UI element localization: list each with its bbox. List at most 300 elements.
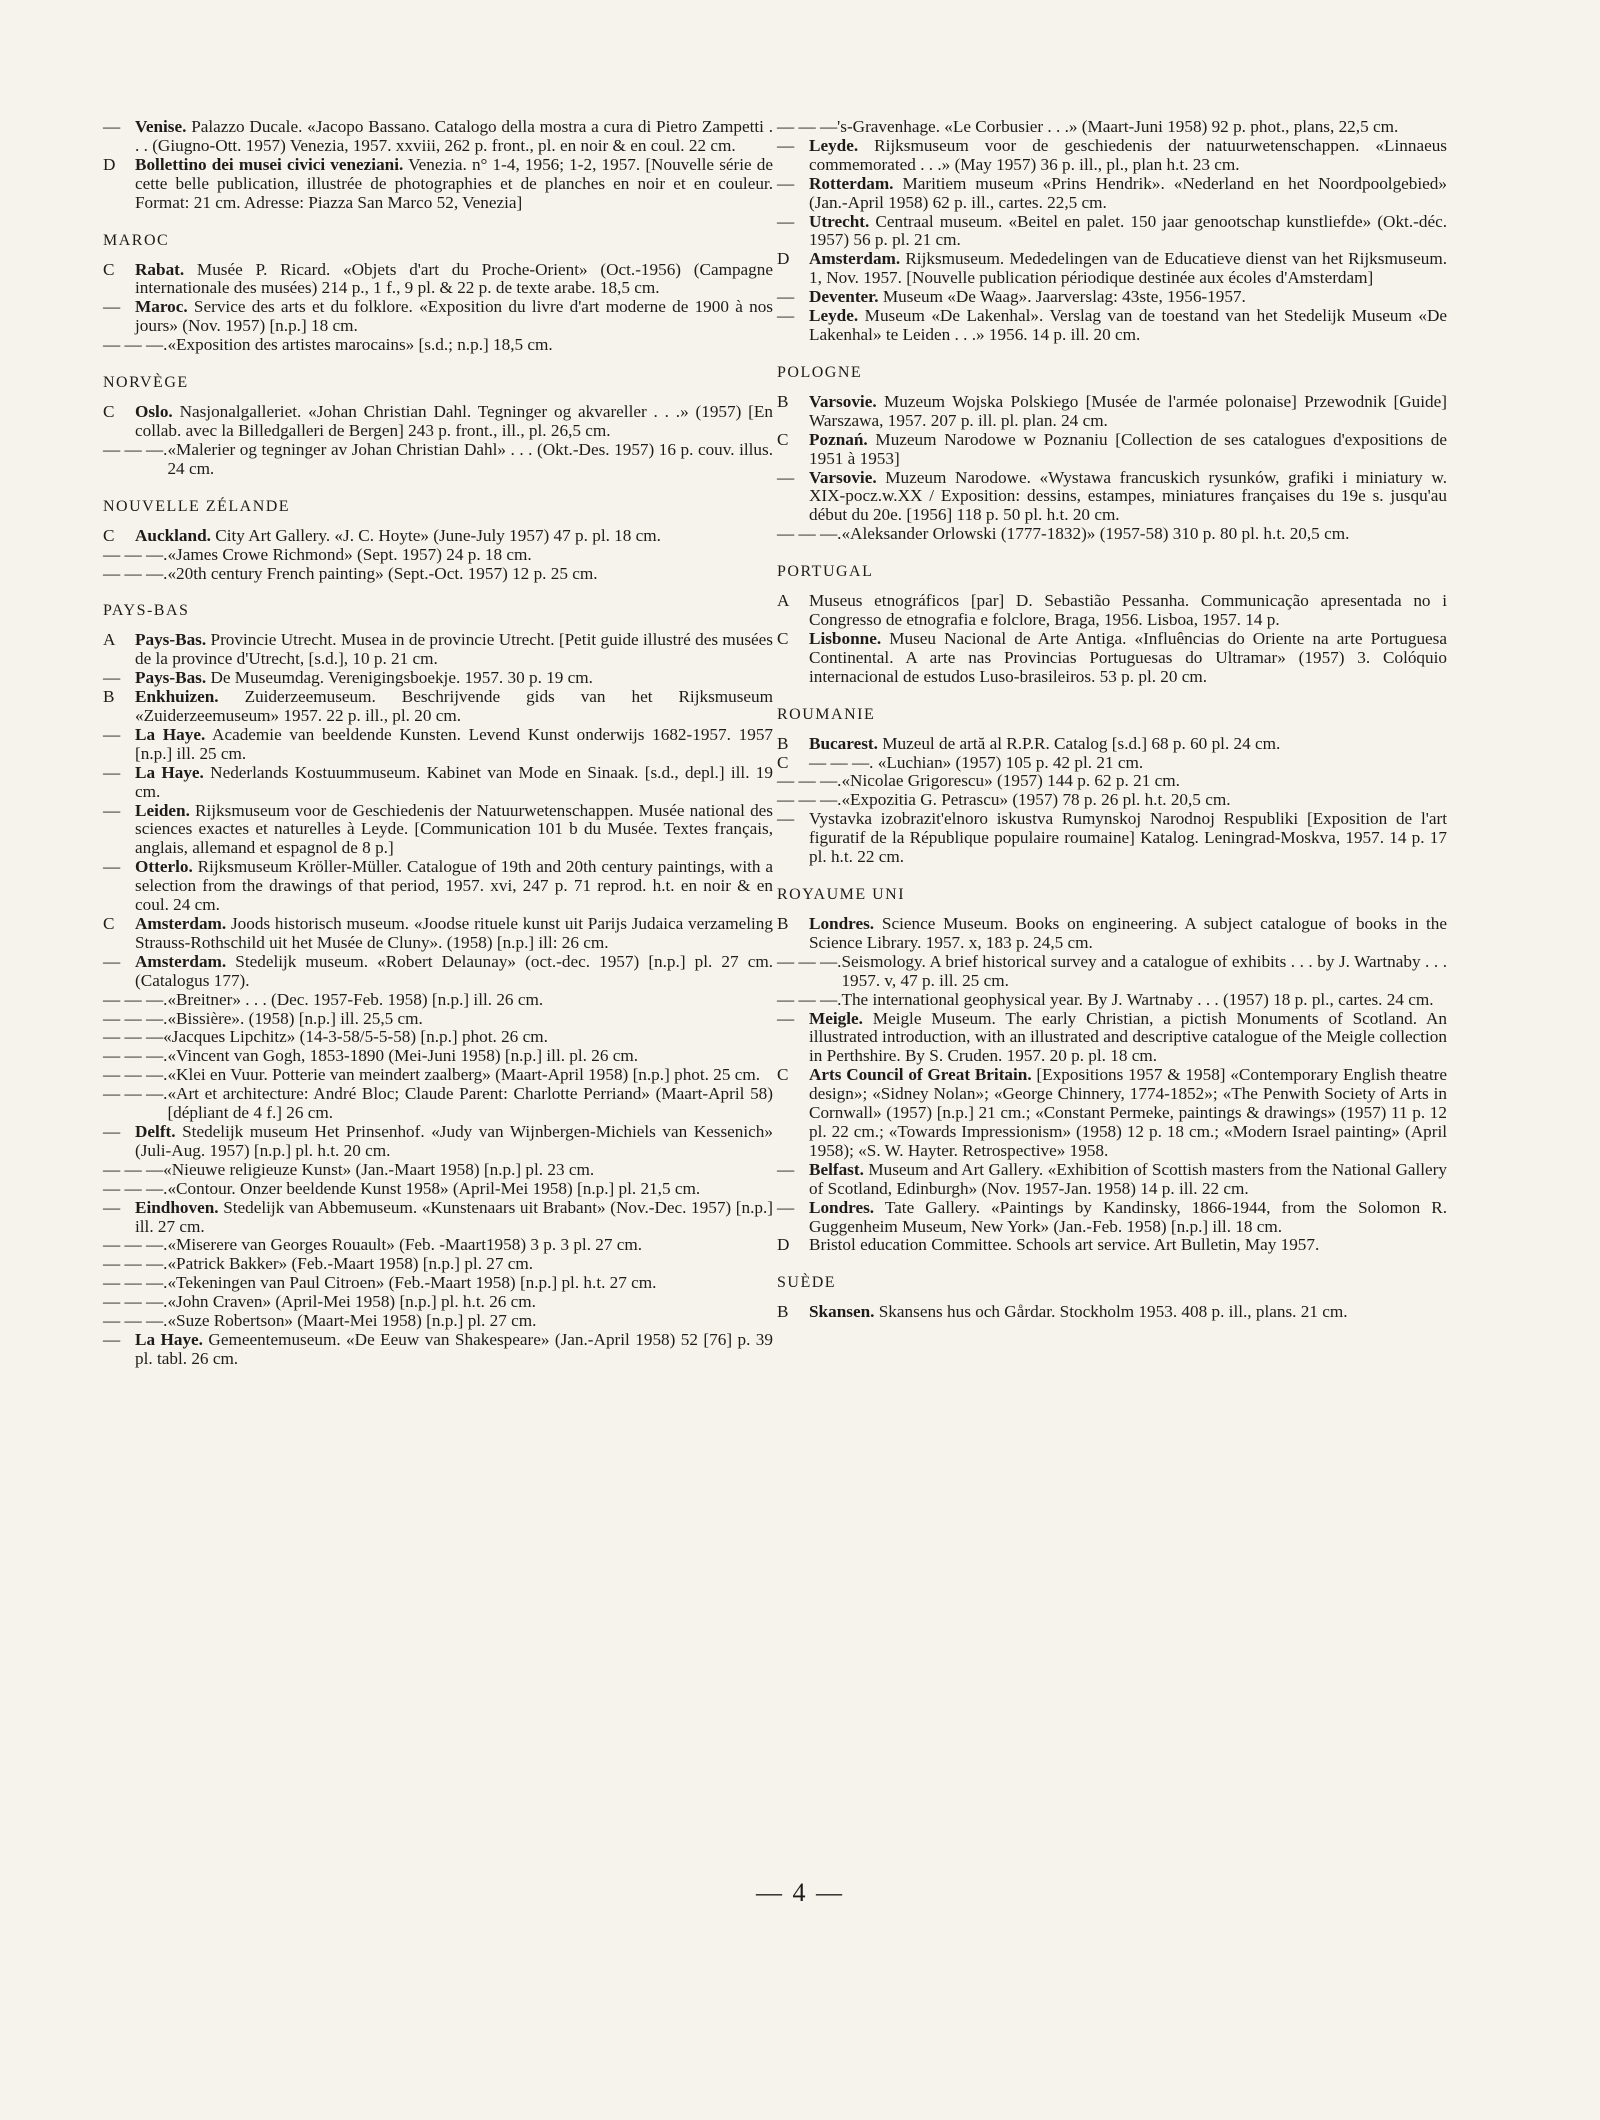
bibliography-entry	[103, 1331, 773, 1369]
bibliography-entry	[103, 1066, 773, 1085]
entry-marker: — — —.	[103, 1292, 168, 1312]
entry-description: «Contour. Onzer beeldende Kunst 1958» (April-Mei 1958) [n.p.] pl. 21,5 cm.	[167, 1178, 701, 1198]
bibliography-entry	[777, 137, 1447, 175]
section	[777, 1273, 1447, 1322]
entry-description: Academie van beeldende Kunsten. Levend Kunst onderwijs 1682-1957. 1957 [n.p.] ill. 25 cm.	[135, 724, 774, 763]
entry-location: Leyde.	[809, 306, 859, 326]
entry-text	[841, 525, 1447, 544]
entry-marker: C	[103, 259, 115, 279]
entry-description: Stedelijk museum. «Robert Delaunay» (oct.-dec. 1957) [n.p.] pl. 27 cm. (Catalogus 177).	[135, 951, 773, 990]
entry-text	[163, 1028, 773, 1047]
section-heading: NOUVELLE ZÉLANDE	[103, 497, 291, 515]
entry-marker: —	[777, 173, 795, 193]
entry-location: Venise.	[135, 117, 187, 136]
bibliography-entry	[103, 1312, 773, 1331]
entry-location: Amsterdam.	[809, 249, 901, 269]
entry-marker: D	[103, 154, 116, 174]
bibliography-entry	[777, 630, 1447, 687]
entry-marker: C	[103, 525, 115, 545]
section	[103, 231, 773, 356]
entry-location: Arts Council of Great Britain.	[809, 1065, 1032, 1085]
entry-text	[167, 1085, 773, 1123]
entry-marker: —	[103, 1329, 121, 1349]
entry-marker: —	[777, 135, 795, 155]
entry-description: Gemeentemuseum. «De Eeuw van Shakespeare» (Jan.-April 1958) 52 [76] p. 39 pl. tabl. 26 cm.	[135, 1329, 773, 1368]
entry-description: «Patrick Bakker» (Feb.-Maart 1958) [n.p.] pl. 27 cm.	[167, 1254, 534, 1274]
entry-location: Maroc.	[135, 297, 188, 317]
entry-text	[809, 735, 1447, 754]
entry-marker: A	[103, 630, 116, 650]
section	[777, 363, 1447, 544]
entry-description: Vystavka izobrazit'elnoro iskustva Rumynskoj Narodnoj Respubliki [Exposition de l'art figuratif de la République populaire roumaine] Katalog. Leningrad-Moskva, 1957. 14 p. 17 pl. h.t. 22 cm.	[809, 809, 1447, 867]
bibliography-entry	[103, 156, 773, 213]
entry-location: Bucarest.	[809, 733, 878, 753]
entry-location: Amsterdam.	[135, 951, 227, 971]
entry-marker: — — —	[777, 117, 838, 136]
entry-text	[167, 441, 773, 479]
bibliography-entry	[777, 288, 1447, 307]
entry-description: «Suze Robertson» (Maart-Mei 1958) [n.p.] pl. 27 cm.	[167, 1311, 537, 1331]
entry-text	[809, 754, 1447, 773]
section-heading: MAROC	[103, 231, 170, 249]
entry-text	[809, 1303, 1447, 1322]
entry-description: Seismology. A brief historical survey and a catalogue of exhibits . . . by J. Wartnaby . . . 1957. v, 47 p. ill. 25 cm.	[841, 951, 1447, 990]
bibliography-entry	[777, 1066, 1447, 1161]
entry-text	[135, 631, 773, 669]
entry-marker: B	[777, 391, 789, 411]
entry-description: «Art et architecture: André Bloc; Claude Parent: Charlotte Perriand» (Maart-April 58) [dépliant de 4 f.] 26 cm.	[167, 1084, 773, 1123]
entry-description: «James Crowe Richmond» (Sept. 1957) 24 p. 18 cm.	[167, 544, 532, 564]
entry-marker: — — —.	[103, 1273, 168, 1293]
entry-location: Eindhoven.	[135, 1197, 219, 1217]
bibliography-entry	[103, 1085, 773, 1123]
entry-marker: —	[777, 1159, 795, 1179]
entry-description: Museu Nacional de Arte Antiga. «Influências do Oriente na arte Portuguesa Continental. A arte nas Provincias Portuguesas do Ultramar» (1957) 3. Colóquio internacional de estudos Luso-brasileiros. 53 p. pl. 20 cm.	[809, 628, 1447, 686]
entry-text	[167, 1066, 773, 1085]
entry-text	[167, 1236, 773, 1255]
entry-description: «Expozitia G. Petrascu» (1957) 78 p. 26 pl. h.t. 20,5 cm.	[841, 790, 1231, 810]
entry-marker: — — —.	[777, 524, 842, 544]
section-heading: PORTUGAL	[777, 563, 874, 581]
entry-marker: —	[777, 1197, 795, 1217]
entry-marker: — — —.	[103, 989, 168, 1009]
entry-marker: —	[777, 467, 795, 487]
entry-text	[809, 288, 1447, 307]
entry-description: Science Museum. Books on engineering. A subject catalogue of books in the Science Library. 1957. x, 183 p. 24,5 cm.	[809, 914, 1447, 952]
entry-marker: —	[103, 1121, 121, 1141]
entry-text	[135, 802, 773, 859]
entry-marker: — — —.	[777, 771, 842, 791]
bibliography-entry	[103, 669, 773, 688]
entry-description: Stedelijk museum Het Prinsenhof. «Judy van Wijnbergen-Michiels van Kessenich» (Juli-Aug. 1957) [n.p.] pl. h.t. 20 cm.	[135, 1121, 773, 1160]
bibliography-entry	[777, 1199, 1447, 1237]
entry-marker: —	[103, 762, 121, 782]
entry-description: «Aleksander Orlowski (1777-1832)» (1957-58) 310 p. 80 pl. h.t. 20,5 cm.	[841, 524, 1350, 544]
entry-description: Skansens hus och Gårdar. Stockholm 1953. 408 p. ill., plans. 21 cm.	[874, 1302, 1348, 1322]
bibliography-entry	[777, 735, 1447, 754]
entry-marker: — — —.	[777, 989, 842, 1009]
entry-marker: —	[103, 117, 121, 136]
entry-text	[135, 261, 773, 299]
entry-marker: C	[777, 752, 789, 772]
entry-description: Centraal museum. «Beitel en palet. 150 jaar genootschap kunstliefde» (Okt.-déc. 1957) 56 p. pl. 21 cm.	[809, 211, 1447, 250]
section-heading: SUÈDE	[777, 1274, 837, 1292]
entry-marker: D	[777, 1235, 790, 1255]
entry-description: «Nieuwe religieuze Kunst» (Jan.-Maart 1958) [n.p.] pl. 23 cm.	[163, 1159, 595, 1179]
entry-description: Tate Gallery. «Paintings by Kandinsky, 1866-1944, from the Solomon R. Guggenheim Museum, New York» (Jan.-Feb. 1958) [n.p.] ill. 18 cm.	[809, 1197, 1447, 1236]
entry-text	[135, 669, 773, 688]
page-number: — 4 —	[756, 1878, 844, 1907]
section	[103, 497, 773, 584]
bibliography-entry	[103, 336, 773, 355]
entry-text	[167, 565, 773, 584]
section	[777, 705, 1447, 867]
entry-location: La Haye.	[135, 762, 204, 782]
entry-marker: —	[103, 800, 121, 820]
bibliography-entry	[103, 953, 773, 991]
entry-marker: — — —.	[777, 790, 842, 810]
entry-description: Venezia. n° 1-4, 1956; 1-2, 1957. [Nouvelle série de cette belle publication, illustrée de photographies et de planches en noir et en couleur. Format: 21 cm. Adresse: Piazza San Marco 52, Venezia]	[135, 154, 773, 212]
entry-description: City Art Gallery. «J. C. Hoyte» (June-July 1957) 47 p. pl. 18 cm.	[210, 525, 661, 545]
section	[777, 562, 1447, 687]
left-column	[103, 118, 773, 1383]
entry-marker: —	[777, 1008, 795, 1028]
bibliography-entry	[103, 858, 773, 915]
bibliography-entry	[103, 118, 773, 156]
entry-marker: —	[103, 724, 121, 744]
bibliography-entry	[103, 261, 773, 299]
entry-text	[809, 630, 1447, 687]
bibliography-entry	[777, 754, 1447, 773]
bibliography-entry	[777, 525, 1447, 544]
entry-description: Muzeum Narodowe w Poznaniu [Collection de ses catalogues d'expositions de 1951 à 1953]	[809, 429, 1447, 468]
entry-location: Londres.	[809, 914, 875, 933]
entry-description: Joods historisch museum. «Joodse rituele kunst uit Parijs Judaica verzameling Strauss-Rothschild uit het Musée de Cluny». (1958) [n.p.] ill: 26 cm.	[135, 914, 773, 952]
bibliography-entry	[103, 403, 773, 441]
entry-location: Leiden.	[135, 800, 190, 820]
entry-text	[167, 1312, 773, 1331]
entry-location: Bollettino dei musei civici veneziani.	[135, 154, 404, 174]
bibliography-entry	[103, 1236, 773, 1255]
bibliography-entry	[103, 764, 773, 802]
section	[103, 118, 773, 213]
entry-description: The international geophysical year. By J. Wartnaby . . . (1957) 18 p. pl., cartes. 24 cm.	[841, 989, 1434, 1009]
entry-marker: — — —	[103, 1159, 164, 1179]
entry-location: Varsovie.	[809, 391, 877, 411]
entry-marker: —	[777, 306, 795, 326]
entry-description: De Museumdag. Verenigingsboekje. 1957. 30 p. 19 cm.	[206, 668, 593, 688]
bibliography-entry	[103, 991, 773, 1010]
bibliography-entry	[777, 250, 1447, 288]
entry-marker: A	[777, 591, 790, 611]
entry-text	[135, 858, 773, 915]
entry-location: Rabat.	[135, 259, 185, 279]
entry-text	[809, 307, 1447, 345]
entry-text	[809, 1161, 1447, 1199]
entry-location: Londres.	[809, 1197, 875, 1217]
entry-location: Pays-Bas.	[135, 630, 207, 650]
entry-description: «Klei en Vuur. Potterie van meindert zaalberg» (Maart-April 1958) [n.p.] phot. 25 cm.	[167, 1065, 761, 1085]
entry-text	[135, 1331, 773, 1369]
bibliography-entry	[777, 1303, 1447, 1322]
entry-marker: — — —.	[103, 563, 168, 583]
entry-marker: — — —.	[103, 1178, 168, 1198]
entry-description: Muzeum Narodowe. «Wystawa francuskich rysunków, grafiki i miniatury w. XIX-pocz.w.XX / Exposition: dessins, estampes, miniatures françaises du 19e s. jusqu'au début du 20e. [1956] 118 p. 50 pl. h.t. 20 cm.	[809, 467, 1447, 525]
entry-text	[167, 1255, 773, 1274]
bibliography-entry	[103, 1047, 773, 1066]
entry-marker: C	[103, 914, 115, 933]
entry-marker: D	[777, 249, 790, 269]
entry-description: — — —. «Luchian» (1957) 105 p. 42 pl. 21 cm.	[809, 752, 1144, 772]
bibliography-entry	[103, 631, 773, 669]
entry-description: «Nicolae Grigorescu» (1957) 144 p. 62 p. 21 cm.	[841, 771, 1180, 791]
entry-description: «Jacques Lipchitz» (14-3-58/5-5-58) [n.p.] phot. 26 cm.	[163, 1027, 548, 1047]
entry-location: Utrecht.	[809, 211, 870, 231]
entry-marker: —	[777, 809, 795, 829]
entry-location: Pays-Bas.	[135, 668, 207, 688]
bibliography-entry	[103, 726, 773, 764]
entry-marker: B	[777, 1302, 789, 1322]
entry-description: Rijksmuseum voor de Geschiedenis der Natuurwetenschappen. Musée national des sciences exactes et naturelles à Leyde. [Communication 101 b du Musée. Textes français, anglais, allemand et espagnol de 8 p.]	[135, 800, 773, 858]
bibliography-entry	[103, 1123, 773, 1161]
entry-marker: B	[103, 687, 115, 707]
entry-description: Maritiem museum «Prins Hendrik». «Nederland en het Noordpoolgebied» (Jan.-April 1958) 62 p. ill., cartes. 22,5 cm.	[809, 173, 1447, 212]
entry-location: Belfast.	[809, 1159, 864, 1179]
entry-description: Musée P. Ricard. «Objets d'art du Proche-Orient» (Oct.-1956) (Campagne internationale des musées) 214 p., 1 f., 9 pl. & 22 p. de texte arabe. 18,5 cm.	[135, 259, 773, 298]
entry-description: [Expositions 1957 & 1958] «Contemporary English theatre design»; «Sidney Nolan»; «George Chinnery, 1774-1852»; «The Penwith Society of Arts in Cornwall» (1957) [n.p.] 21 cm.; «Constant Permeke, paintings & drawings» (1957) 11 p. 12 pl. 22 cm.; «Towards Impressionism» (1958) 12 p. 18 cm.; «Modern Israel painting» (April 1958); «S. W. Hayter. Retrospective» 1958.	[809, 1065, 1447, 1160]
entry-text	[135, 298, 773, 336]
entry-text	[809, 1010, 1447, 1067]
bibliography-entry	[777, 213, 1447, 251]
bibliography-entry	[103, 915, 773, 953]
entry-marker: B	[777, 733, 789, 753]
entry-marker: —	[777, 211, 795, 231]
bibliography-entry	[777, 953, 1447, 991]
entry-text	[167, 1293, 773, 1312]
entry-marker: — — —	[103, 1027, 164, 1047]
entry-description: Palazzo Ducale. «Jacopo Bassano. Catalogo della mostra a cura di Pietro Zampetti . . . (Giugno-Ott. 1957) Venezia, 1957. xxviii, 262 p. front., pl. en noir & en coul. 22 cm.	[135, 117, 773, 155]
entry-text	[841, 772, 1447, 791]
section-heading: POLOGNE	[777, 363, 863, 381]
entry-marker: — — —.	[103, 439, 168, 459]
bibliography-entry	[777, 915, 1447, 953]
entry-description: Nasjonalgalleriet. «Johan Christian Dahl. Tegninger og akvareller . . .» (1957) [En collab. avec la Billedgalleri de Bergen] 243 p. front., ill., pl. 26,5 cm.	[135, 402, 773, 440]
section	[777, 118, 1447, 345]
bibliography-entry	[777, 772, 1447, 791]
section-heading: NORVÈGE	[103, 374, 189, 392]
bibliography-entry	[103, 802, 773, 859]
entry-text	[167, 336, 773, 355]
entry-description: Meigle Museum. The early Christian, a pictish Monuments of Scotland. An illustrated introduction, with an illustrated and descriptive catalogue of the Meigle collection in Perthshire. By S. Cruden. 1957. 20 p. pl. 18 cm.	[809, 1008, 1447, 1066]
entry-location: Meigle.	[809, 1008, 863, 1028]
section-heading: PAYS-BAS	[103, 602, 190, 620]
entry-text	[135, 118, 773, 156]
entry-description: Rijksmuseum Kröller-Müller. Catalogue of 19th and 20th century paintings, with a selection from the drawings of that period, 1957. xvi, 247 p. 71 reprod. h.t. en noir & en coul. 24 cm.	[135, 857, 773, 915]
entry-text	[167, 1047, 773, 1066]
entry-text	[135, 156, 773, 213]
bibliography-entry	[103, 1028, 773, 1047]
entry-location: Poznań.	[809, 429, 868, 449]
entry-location: Rotterdam.	[809, 173, 894, 193]
entry-description: Bristol education Committee. Schools art service. Art Bulletin, May 1957.	[809, 1235, 1320, 1255]
entry-text	[809, 137, 1447, 175]
entry-location: Delft.	[135, 1121, 176, 1141]
entry-location: Amsterdam.	[135, 914, 227, 933]
bibliography-entry	[103, 298, 773, 336]
entry-text	[809, 592, 1447, 630]
entry-description: Service des arts et du folklore. «Exposition du livre d'art moderne de 1900 à nos jours» (Nov. 1957) [n.p.] 18 cm.	[135, 297, 773, 336]
entry-text	[167, 991, 773, 1010]
bibliography-entry	[777, 991, 1447, 1010]
entry-location: La Haye.	[135, 1329, 203, 1349]
entry-text	[135, 688, 773, 726]
entry-text	[135, 726, 773, 764]
entry-description: Muzeul de artă al R.P.R. Catalog [s.d.] 68 p. 60 pl. 24 cm.	[877, 733, 1281, 753]
bibliography-entry	[777, 1010, 1447, 1067]
entry-text	[135, 953, 773, 991]
bibliography-entry	[103, 565, 773, 584]
entry-location: Oslo.	[135, 402, 173, 422]
entry-description: Nederlands Kostuummuseum. Kabinet van Mode en Sinaak. [s.d., depl.] ill. 19 cm.	[135, 762, 773, 801]
entry-description: «Malerier og tegninger av Johan Christian Dahl» . . . (Okt.-Des. 1957) 16 p. couv. illus. 24 cm.	[167, 439, 773, 478]
entry-description: Museus etnográficos [par] D. Sebastião Pessanha. Communicação apresentada no i Congresso de etnografia e folclore, Braga, 1956. Lisboa, 1957. 14 p.	[809, 591, 1447, 630]
entry-description: Muzeum Wojska Polskiego [Musée de l'armée polonaise] Przewodnik [Guide] Warszawa, 1957. 207 p. ill. pl. plan. 24 cm.	[809, 391, 1447, 430]
entry-text	[167, 1274, 773, 1293]
entry-location: Varsovie.	[809, 467, 877, 487]
entry-description: «Exposition des artistes marocains» [s.d.; n.p.] 18,5 cm.	[167, 335, 553, 355]
bibliography-entry	[103, 441, 773, 479]
entry-marker: C	[777, 429, 789, 449]
entry-description: Rijksmuseum voor de geschiedenis der natuurwetenschappen. «Linnaeus commemorated . . .» (May 1957) 36 p. ill., pl., plan h.t. 23 cm.	[809, 135, 1447, 174]
entry-location: La Haye.	[135, 724, 206, 744]
entry-location: Lisbonne.	[809, 628, 882, 648]
bibliography-entry	[777, 592, 1447, 630]
entry-text	[841, 953, 1447, 991]
entry-location: Leyde.	[809, 135, 859, 155]
entry-text	[809, 393, 1447, 431]
bibliography-entry	[103, 1180, 773, 1199]
entry-description: «Tekeningen van Paul Citroen» (Feb.-Maart 1958) [n.p.] pl. h.t. 27 cm.	[167, 1273, 657, 1293]
entry-location: Deventer.	[809, 287, 879, 307]
entry-marker: —	[103, 857, 121, 877]
entry-text	[135, 1123, 773, 1161]
bibliography-entry	[103, 546, 773, 565]
entry-marker: — — —.	[103, 1065, 168, 1085]
entry-text	[809, 1066, 1447, 1161]
entry-description: Museum «De Waag». Jaarverslag: 43ste, 1956-1957.	[878, 287, 1246, 307]
entry-marker: —	[777, 287, 795, 307]
bibliography-entry	[777, 791, 1447, 810]
entry-description: «Breitner» . . . (Dec. 1957-Feb. 1958) [n.p.] ill. 26 cm.	[167, 989, 544, 1009]
bibliography-entry	[103, 1293, 773, 1312]
section-heading: ROYAUME UNI	[777, 886, 906, 903]
entry-description: Museum and Art Gallery. «Exhibition of Scottish masters from the National Gallery of Scotland, Edinburgh» (Nov. 1957-Jan. 1958) 14 p. ill. 22 cm.	[809, 1159, 1447, 1198]
entry-description: Museum «De Lakenhal». Verslag van de toestand van het Stedelijk Museum «De Lakenhal» te Leiden . . .» 1956. 14 p. ill. 20 cm.	[809, 306, 1447, 344]
entry-text	[167, 1010, 773, 1029]
entry-description: Stedelijk van Abbemuseum. «Kunstenaars uit Brabant» (Nov.-Dec. 1957) [n.p.] ill. 27 cm.	[135, 1197, 773, 1236]
bibliography-entry	[777, 393, 1447, 431]
bibliography-entry	[777, 1161, 1447, 1199]
entry-description: 's-Gravenhage. «Le Corbusier . . .» (Maart-Juni 1958) 92 p. phot., plans, 22,5 cm.	[837, 117, 1399, 136]
entry-marker: C	[103, 402, 115, 422]
entry-description: Rijksmuseum. Mededelingen van de Educatieve dienst van het Rijksmuseum. 1, Nov. 1957. [Nouvelle publication périodique destinée aux écoles d'Amsterdam]	[809, 249, 1447, 288]
entry-marker: —	[103, 951, 121, 971]
bibliography-entry	[777, 175, 1447, 213]
entry-text	[841, 991, 1447, 1010]
entry-marker: —	[103, 297, 121, 317]
section	[103, 373, 773, 479]
entry-marker: — — —.	[777, 951, 842, 971]
bibliography-entry	[103, 1255, 773, 1274]
entry-marker: — — —.	[103, 1311, 168, 1331]
entry-text	[837, 118, 1447, 137]
entry-text	[809, 250, 1447, 288]
bibliography-entry	[103, 1274, 773, 1293]
entry-description: «John Craven» (April-Mei 1958) [n.p.] pl. h.t. 26 cm.	[167, 1292, 536, 1312]
entry-marker: — — —.	[103, 335, 168, 355]
section	[103, 601, 773, 1368]
entry-text	[135, 527, 773, 546]
entry-description: Zuiderzeemuseum. Beschrijvende gids van het Rijksmuseum «Zuiderzeemuseum» 1957. 22 p. ill., pl. 20 cm.	[135, 687, 773, 726]
section-heading: ROUMANIE	[777, 705, 876, 723]
entry-location: Enkhuizen.	[135, 687, 219, 707]
entry-marker: — — —.	[103, 1084, 168, 1104]
entry-location: Auckland.	[135, 525, 211, 545]
entry-location: Otterlo.	[135, 857, 193, 877]
entry-text	[163, 1161, 773, 1180]
bibliography-entry	[777, 1236, 1447, 1255]
entry-text	[809, 213, 1447, 251]
bibliography-entry	[777, 431, 1447, 469]
entry-marker: —	[103, 668, 121, 688]
entry-text	[135, 915, 773, 953]
entry-location: Skansen.	[809, 1302, 875, 1322]
entry-text	[135, 1199, 773, 1237]
bibliography-entry	[777, 469, 1447, 526]
bibliography-entry	[103, 688, 773, 726]
entry-text	[809, 915, 1447, 953]
entry-text	[841, 791, 1447, 810]
entry-text	[809, 810, 1447, 867]
bibliography-entry	[777, 307, 1447, 345]
entry-marker: C	[777, 1065, 789, 1085]
entry-text	[167, 1180, 773, 1199]
entry-description: «Miserere van Georges Rouault» (Feb. -Maart1958) 3 p. 3 pl. 27 cm.	[167, 1235, 643, 1255]
entry-marker: — — —.	[103, 544, 168, 564]
entry-text	[809, 431, 1447, 469]
entry-marker: —	[103, 1197, 121, 1217]
entry-marker: — — —.	[103, 1254, 168, 1274]
section	[777, 885, 1447, 1255]
entry-text	[135, 403, 773, 441]
entry-text	[809, 469, 1447, 526]
entry-marker: — — —.	[103, 1008, 168, 1028]
entry-description: Provincie Utrecht. Musea in de provincie Utrecht. [Petit guide illustré des musées de la province d'Utrecht, [s.d.], 10 p. 21 cm.	[135, 630, 773, 669]
entry-text	[809, 175, 1447, 213]
entry-marker: — — —.	[103, 1235, 168, 1255]
entry-marker: — — —.	[103, 1046, 168, 1066]
entry-description: «Bissière». (1958) [n.p.] ill. 25,5 cm.	[167, 1008, 423, 1028]
bibliography-entry	[777, 118, 1447, 137]
bibliography-entry	[103, 527, 773, 546]
entry-text	[135, 764, 773, 802]
entry-description: «Vincent van Gogh, 1853-1890 (Mei-Juni 1958) [n.p.] ill. pl. 26 cm.	[167, 1046, 639, 1066]
right-column	[777, 118, 1447, 1336]
entry-text	[167, 546, 773, 565]
entry-marker: C	[777, 628, 789, 648]
entry-text	[809, 1199, 1447, 1237]
bibliography-entry	[103, 1161, 773, 1180]
